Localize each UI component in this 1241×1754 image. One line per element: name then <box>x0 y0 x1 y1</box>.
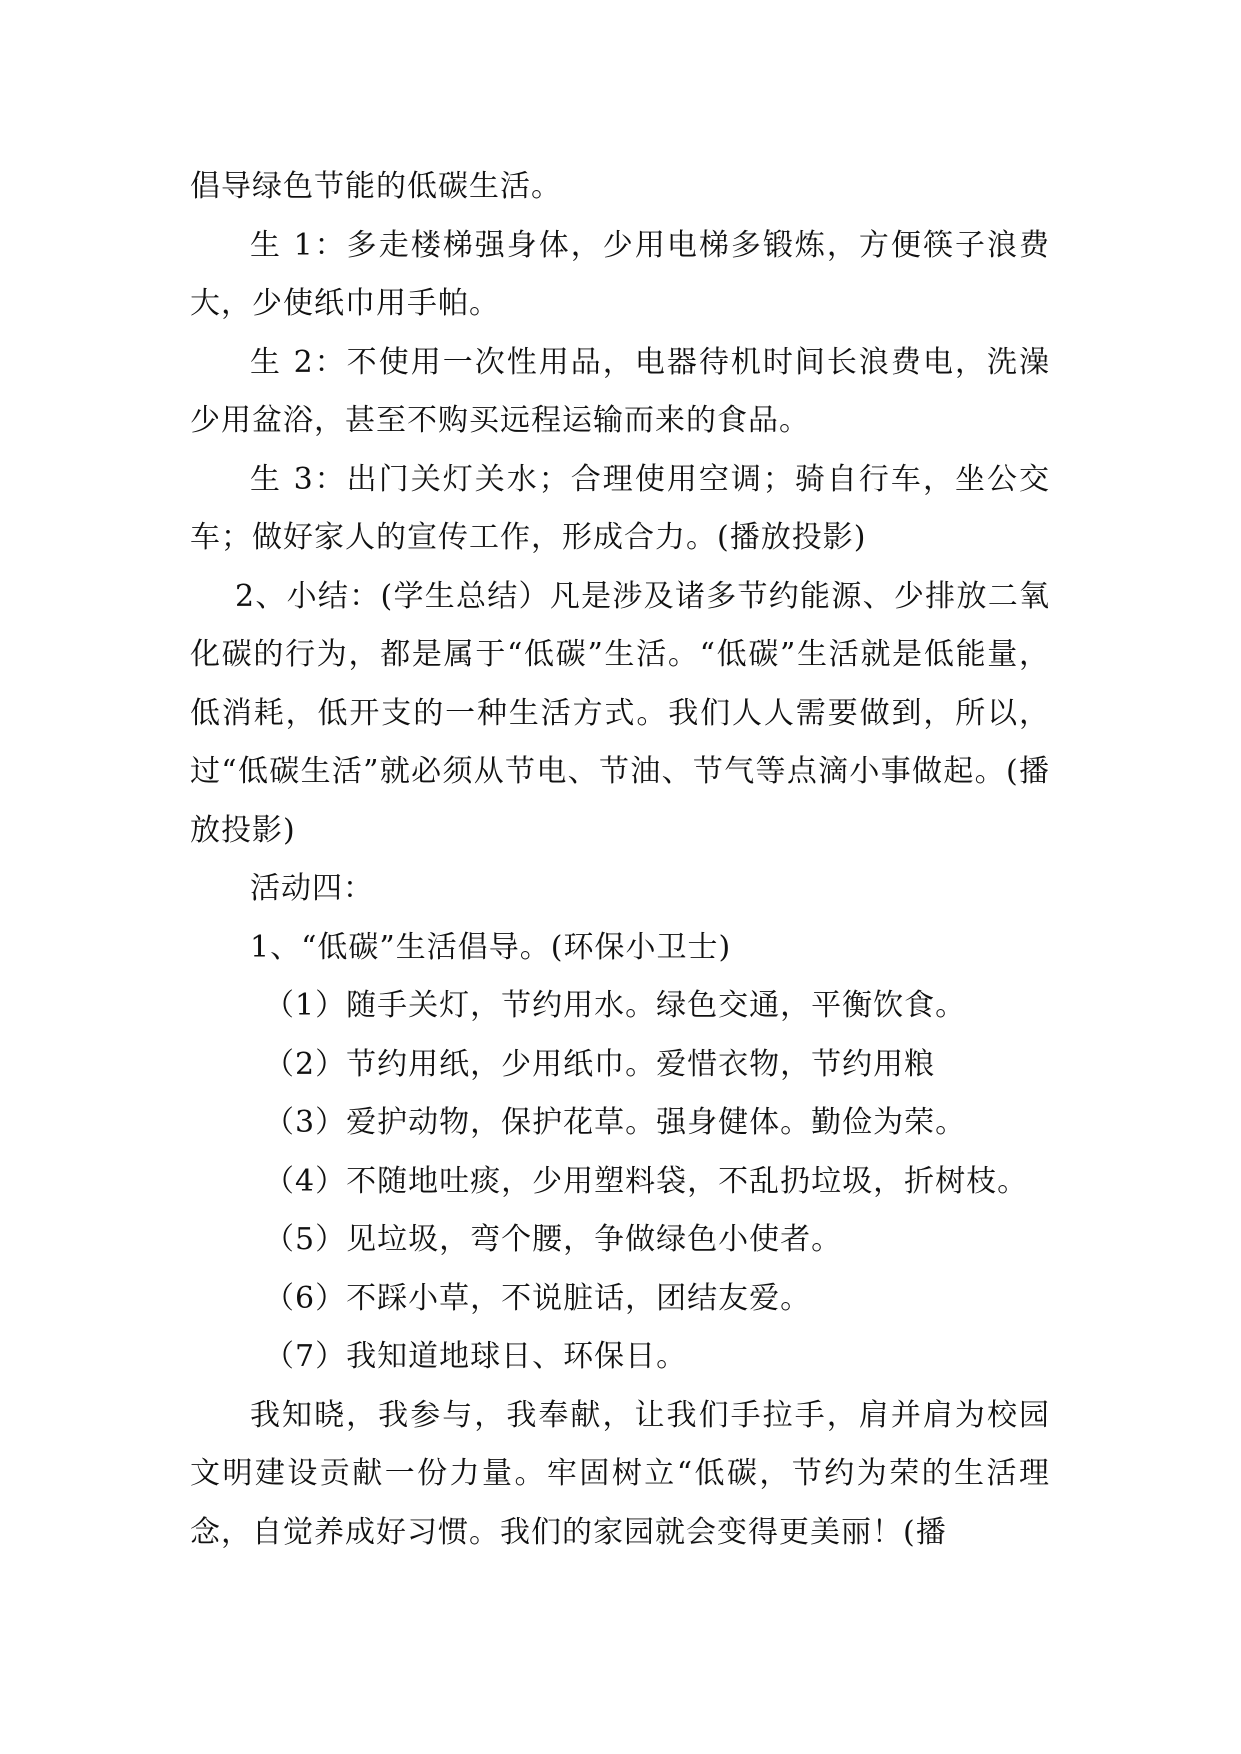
paragraph-student-3: 生 3：出门关灯关水；合理使用空调；骑自行车，坐公交车；做好家人的宣传工作，形成合力。(播放投影) <box>190 461 1050 555</box>
list-item: （6）不踩小草，不说脏话，团结友爱。 <box>264 1280 812 1316</box>
paragraph-activity-four: 活动四： <box>250 871 374 906</box>
paragraph-summary: 2、小结：(学生总结）凡是涉及诸多节约能源、少排放二氧化碳的行为，都是属于“低碳”生活。“低碳”生活就是低能量，低消耗，低开支的一种生活方式。我们人人需要做到，所以，过“低碳生活”就必须从节电、节油、节气等点滴小事做起。(播放投影) <box>190 578 1050 848</box>
document-body <box>190 158 1050 1562</box>
list-item: （1）随手关灯，节约用水。绿色交通，平衡饮食。 <box>264 988 967 1023</box>
paragraph-student-1: 生 1：多走楼梯强身体，少用电梯多锻炼，方便筷子浪费大，少使纸巾用手帕。 <box>190 227 1050 321</box>
paragraph-low-carbon-advocacy: 1、“低碳”生活倡导。(环保小卫士) <box>250 929 732 965</box>
paragraph-intro: 倡导绿色节能的低碳生活。 <box>190 169 562 204</box>
list-item: （5）见垃圾，弯个腰，争做绿色小使者。 <box>264 1222 843 1257</box>
list-item: （2）节约用纸，少用纸巾。爱惜衣物，节约用粮 <box>264 1046 936 1082</box>
list-item: （4）不随地吐痰，少用塑料袋，不乱扔垃圾，折树枝。 <box>264 1163 1029 1199</box>
list-item: （3）爱护动物，保护花草。强身健体。勤俭为荣。 <box>264 1105 967 1140</box>
list-item: （7）我知道地球日、环保日。 <box>264 1339 688 1374</box>
paragraph-student-2: 生 2：不使用一次性用品，电器待机时间长浪费电，洗澡少用盆浴，甚至不购买远程运输而来的食品。 <box>190 344 1050 438</box>
paragraph-closing: 我知晓，我参与，我奉献，让我们手拉手，肩并肩为校园文明建设贡献一份力量。牢固树立“低碳，节约为荣的生活理念，自觉养成好习惯。我们的家园就会变得更美丽！(播 <box>190 1397 1050 1550</box>
